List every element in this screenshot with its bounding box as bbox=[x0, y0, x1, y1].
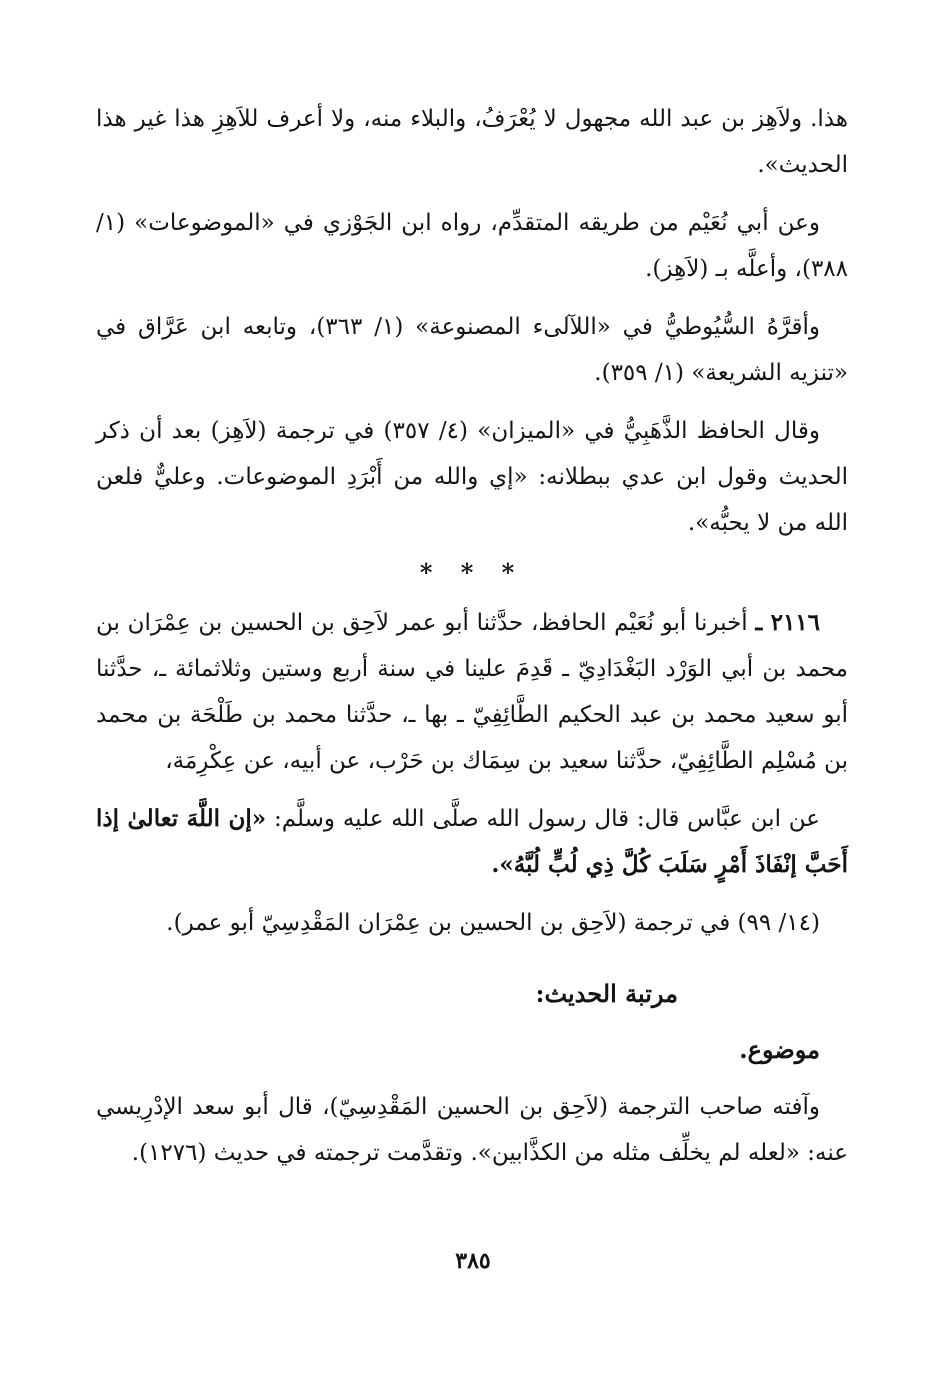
hadith-number: ٢١١٦ ـ bbox=[755, 609, 821, 636]
page-body bbox=[96, 96, 848, 1188]
paragraph-abu-nuaym-route: وعن أبي نُعَيْم من طريقه المتقدِّم، رواه ابن الجَوْزي في «الموضوعات» (١/ ٣٨٨)، وأعلَّه بـ (لاَهِز). bbox=[96, 210, 848, 282]
hadith-matn-text: «إن اللَّهَ تعالىٰ إذا أَحَبَّ إنْفَاذَ أَمْرٍ سَلَبَ كُلَّ ذِي لُبٍّ لُبَّهُ». bbox=[96, 805, 848, 878]
paragraph-suyuti: وأقرَّهُ السُّيُوطيُّ في «اللآلىء المصنوعة» (١/ ٣٦٣)، وتابعه ابن عَرَّاق في «تنزيه الشريعة» (١/ ٣٥٩). bbox=[96, 314, 848, 386]
hadith-matn bbox=[96, 796, 848, 888]
grading-verdict: موضوع. bbox=[739, 1035, 820, 1064]
page-number: ٣٨٥ bbox=[455, 1248, 491, 1274]
paragraph-dhahabi: وقال الحافظ الذَّهَبِيُّ في «الميزان» (٤/ ٣٥٧) في ترجمة (لاَهِز) بعد أن ذكر الحديث وقول ابن عدي ببطلانه: «إي والله من أَبْرَدِ الموضوعات. وعليٌّ فلعن الله من لا يحبُّه». bbox=[96, 418, 848, 536]
hadith-isnad-text: أخبرنا أبو نُعَيْم الحافظ، حدَّثنا أبو عمر لاَحِق بن الحسين بن عِمْرَان بن محمد بن أبي الوَرْد البَغْدَادِيّ ـ قَدِمَ علينا في سنة أربع وستين وثلاثمائة ـ، حدَّثنا أبو سعيد محمد بن عبد الحكيم الطَّائِفِيّ ـ بها ـ، حدَّثنا محمد بن طَلْحَة بن محمد بن مُسْلِم الطَّائِفِيّ، حدَّثنا سعيد بن سِمَاك بن حَرْب، عن أبيه، عن عِكْرِمَة، bbox=[96, 610, 848, 774]
grading-explanation: وآفته صاحب الترجمة (لاَحِق بن الحسين المَقْدِسِيّ)، قال أبو سعد الإدْرِيسي عنه: «لعله لم يخلِّف مثله من الكذَّابين». وتقدَّمت ترجمته في حديث (١٢٧٦). bbox=[96, 1094, 848, 1166]
hadith-matn-intro: عن ابن عبَّاس قال: قال رسول الله صلَّى الله عليه وسلَّم: bbox=[273, 806, 821, 832]
hadith-isnad bbox=[96, 600, 848, 784]
section-separator: * * * bbox=[419, 558, 525, 587]
paragraph-lahiz-unknown: هذا. ولاَهِز بن عبد الله مجهول لا يُعْرَفُ، والبلاء منه، ولا أعرف للاَهِزِ هذا غير هذا الحديث». bbox=[96, 106, 848, 178]
hadith-reference: (١٤/ ٩٩) في ترجمة (لاَحِق بن الحسين بن عِمْرَان المَقْدِسِيّ أبو عمر). bbox=[166, 910, 820, 936]
grading-heading: مرتبة الحديث: bbox=[535, 979, 678, 1008]
